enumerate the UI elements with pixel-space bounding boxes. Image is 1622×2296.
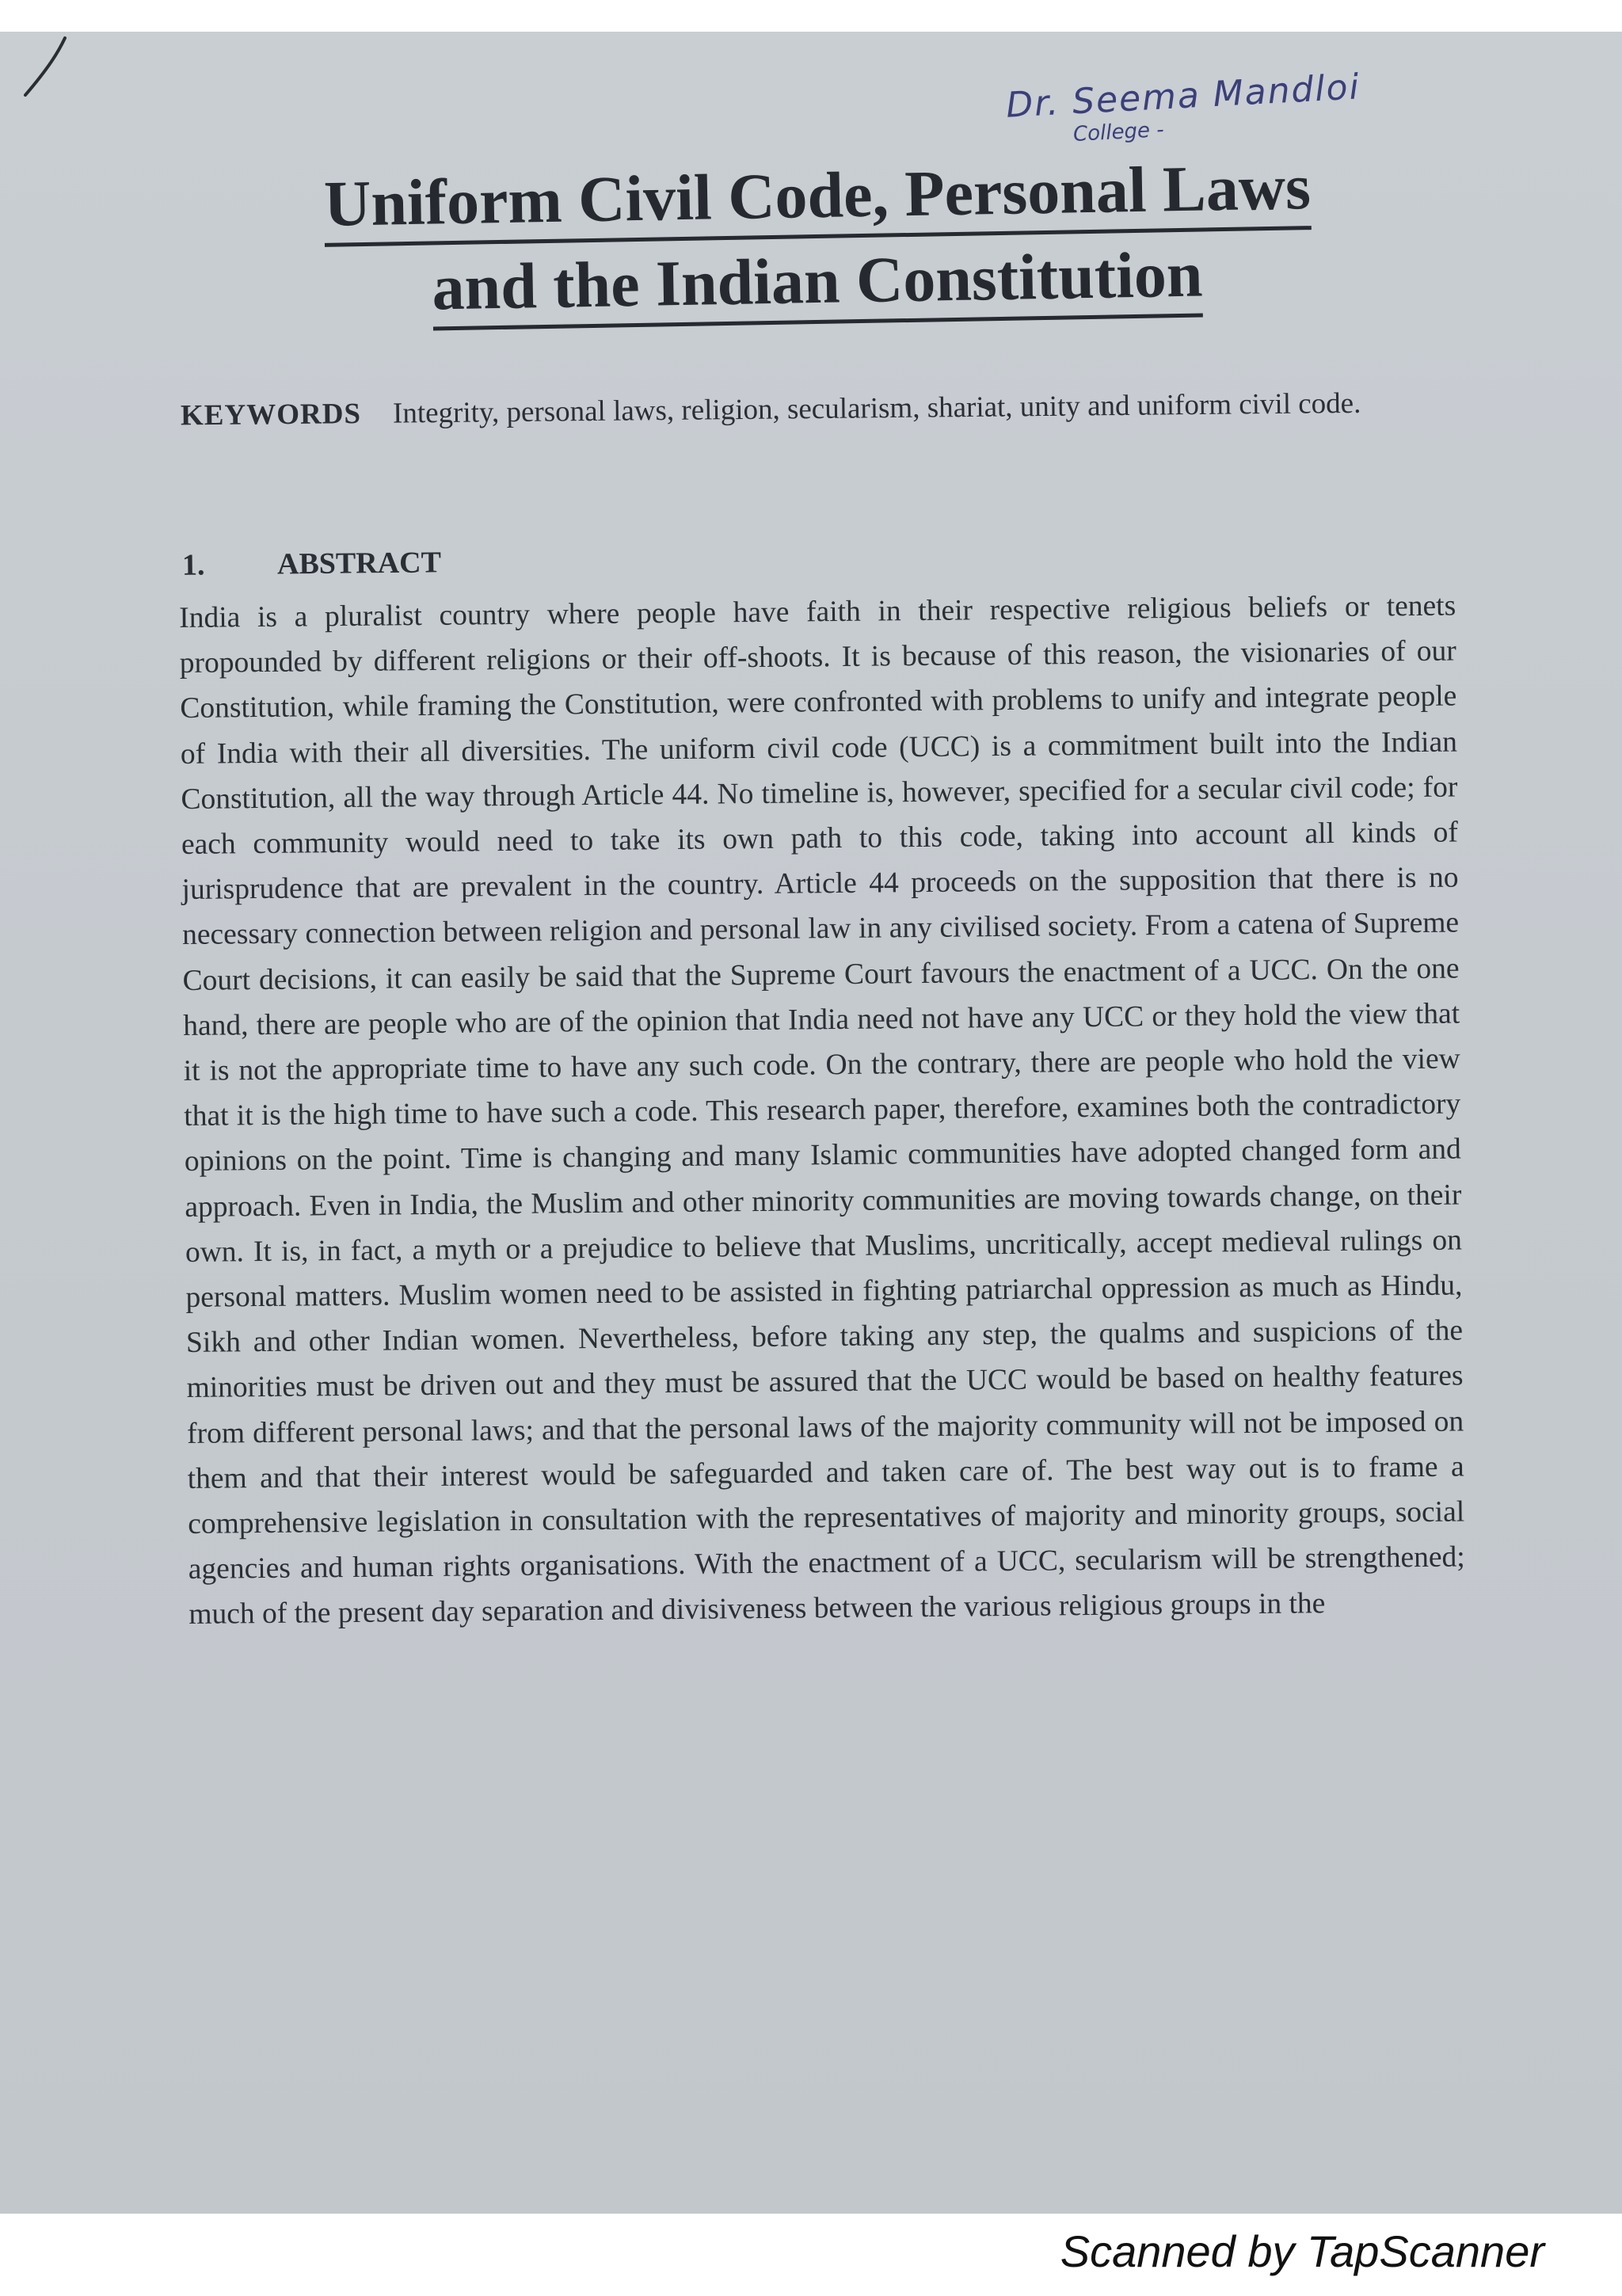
title-line-2-text: and the Indian Constitution: [432, 238, 1204, 331]
handwritten-college-note: College -: [1072, 118, 1165, 147]
document-title-line-1: [6, 144, 1622, 247]
abstract-heading: [182, 545, 441, 582]
document-title-line-2: [6, 230, 1622, 333]
abstract-body: India is a pluralist country where people have faith in their respective religious beliefs or tenets propounded by different religions or their off-shoots. It is because of this reason, the visionaries of our Constitution, while framing the Constitution, were confronted with problems to unify and integrate people of India with their all diversities. The uniform civil code (UCC) is a commitment built into the Indian Constitution, all the way through Article 44. No timeline is, however, specified for a secular civil code; for each community would need to take its own path to this code, taking into account all kinds of jurisprudence that are prevalent in the country. Article 44 proceeds on the supposition that there is no necessary connection between religion and personal law in any civilised society. From a catena of Supreme Court decisions, it can easily be said that the Supreme Court favours the enactment of a UCC. On the one hand, there are people who are of the opinion that India need not have any UCC or they hold the view that it is not the appropriate time to have any such code. On the contrary, there are people who hold the view that it is the high time to have such a code. This research paper, therefore, examines both the contradictory opinions on the point. Time is changing and many Islamic communities have adopted changed form and approach. Even in India, the Muslim and other minority communities are moving towards change, on their own. It is, in fact, a myth or a prejudice to believe that Muslims, uncritically, accept medieval rulings on personal matters. Muslim women need to be assisted in fighting patriarchal oppression as much as Hindu, Sikh and other Indian women. Nevertheless, before taking any step, the qualms and suspicions of the minorities must be driven out and they must be assured that the UCC would be based on healthy features from different personal laws; and that the personal laws of the majority community will not be imposed on them and that their interest would be safeguarded and taken care of. The best way out is to frame a comprehensive legislation in consultation with the representatives of majority and minority groups, social agencies and human rights organisations. With the enactment of a UCC, secularism will be strengthened; much of the present day separation and divisiveness between the various religious groups in the: [179, 589, 1465, 1632]
keywords-label: KEYWORDS: [180, 398, 362, 432]
pen-stroke-mark: [17, 32, 73, 103]
handwritten-author-note: Dr. Seema Mandloi: [1004, 67, 1361, 126]
keywords-text: Integrity, personal laws, religion, secularism, shariat, unity and uniform civil code.: [392, 386, 1361, 430]
section-number: 1.: [181, 548, 205, 582]
keywords-paragraph: [181, 380, 1456, 440]
title-line-1-text: Uniform Civil Code, Personal Laws: [323, 150, 1311, 247]
scanner-watermark: Scanned by TapScanner: [1060, 2226, 1544, 2276]
scanned-page: [0, 32, 1622, 2214]
section-title: ABSTRACT: [276, 546, 442, 581]
